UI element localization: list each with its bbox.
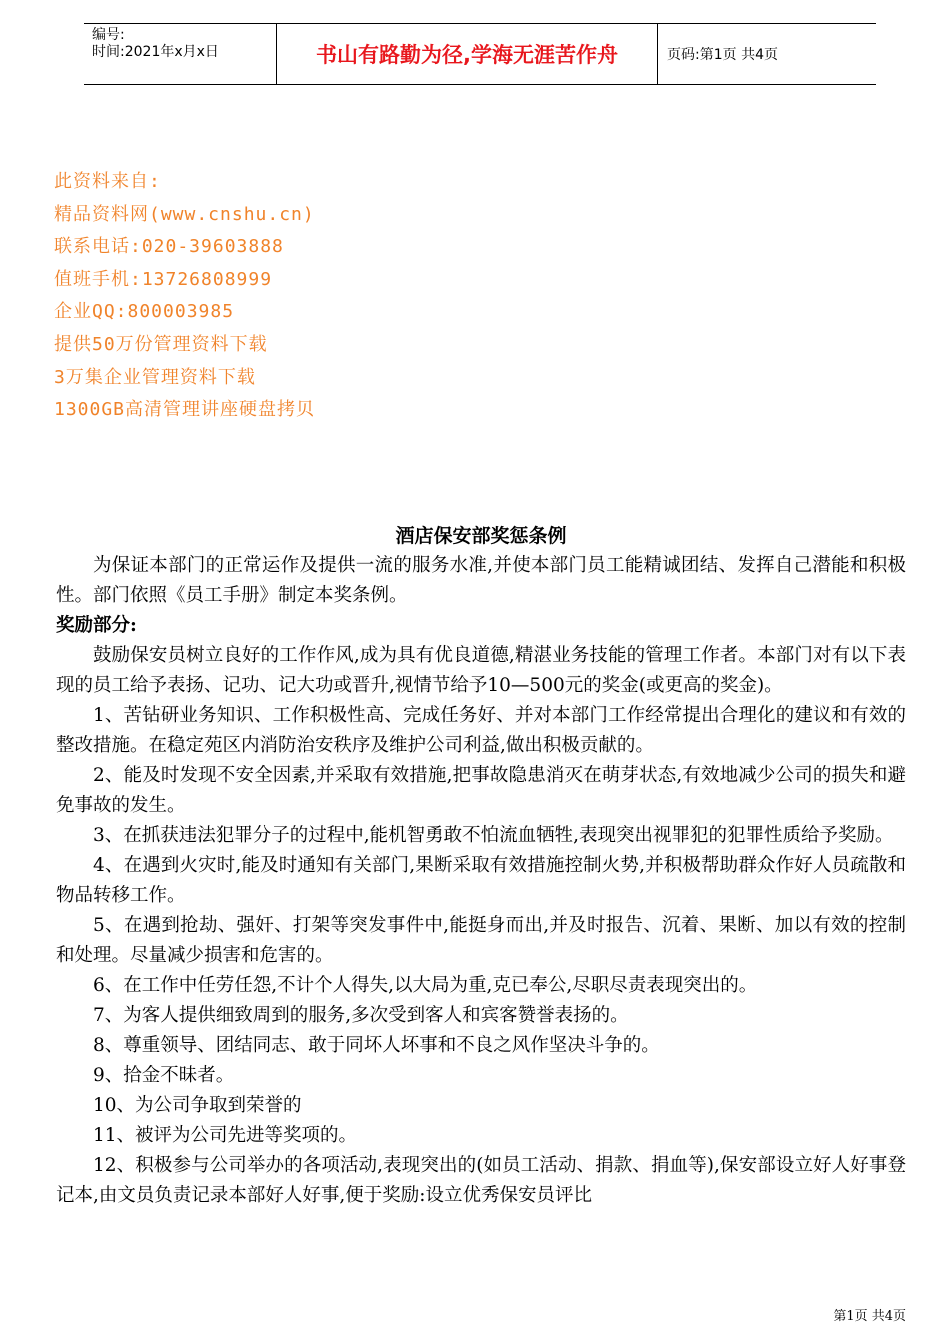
reward-item: 8、尊重领导、团结同志、敢于同坏人坏事和不良之风作坚决斗争的。 (93, 1035, 660, 1056)
reward-item: 5、在遇到抢劫、强奸、打架等突发事件中,能挺身而出,并及时报告、沉着、果断、加以有效的控制和处理。尽量减少损害和危害的。 (56, 915, 906, 966)
header-page-info: 页码:第1页 共4页 (667, 47, 778, 63)
document-body (56, 521, 906, 1211)
reward-item: 2、能及时发现不安全因素,并采取有效措施,把事故隐患消灭在萌芽状态,有效地减少公司的损失和避免事故的发生。 (56, 765, 906, 816)
reward-section-heading: 奖励部分: (56, 615, 137, 636)
document-title: 酒店保安部奖惩条例 (395, 525, 567, 547)
source-line: 企业QQ:800003985 (54, 301, 235, 323)
source-line: 1300GB高清管理讲座硬盘拷贝 (54, 399, 316, 421)
document-number-label: 编号: (92, 27, 125, 43)
source-line: 此资料来自: (54, 171, 161, 192)
document-time: 时间:2021年x月x日 (92, 44, 219, 60)
source-info-block (54, 166, 315, 427)
intro-paragraph: 为保证本部门的正常运作及提供一流的服务水准,并使本部门员工能精诚团结、发挥自己潜能和积极性。部门依照《员工手册》制定本奖条例。 (56, 555, 906, 606)
header-divider (657, 24, 658, 84)
header-motto: 书山有路勤为径,学海无涯苦作舟 (316, 43, 618, 67)
reward-item: 9、拾金不昧者。 (93, 1065, 235, 1086)
footer-page-info: 第1页 共4页 (833, 1309, 906, 1324)
source-line: 联系电话:020-39603888 (54, 236, 284, 258)
reward-item: 10、为公司争取到荣誉的 (93, 1095, 302, 1116)
source-line: 3万集企业管理资料下载 (54, 366, 256, 388)
page-header (84, 23, 876, 85)
reward-item: 12、积极参与公司举办的各项活动,表现突出的(如员工活动、捐款、捐血等),保安部设立好人好事登记本,由文员负责记录本部好人好事,便于奖励:设立优秀保安员评比 (56, 1155, 906, 1206)
source-line: 提供50万份管理资料下载 (54, 333, 268, 355)
header-meta (92, 27, 219, 61)
reward-item: 4、在遇到火灾时,能及时通知有关部门,果断采取有效措施控制火势,并积极帮助群众作好人员疏散和物品转移工作。 (56, 855, 906, 906)
reward-item: 1、苦钻研业务知识、工作积极性高、完成任务好、并对本部门工作经常提出合理化的建议和有效的整改措施。在稳定苑区内消防治安秩序及维护公司利益,做出积极贡献的。 (56, 705, 906, 756)
reward-item: 11、被评为公司先进等奖项的。 (93, 1125, 358, 1146)
reward-item: 6、在工作中任劳任怨,不计个人得失,以大局为重,克已奉公,尽职尽责表现突出的。 (93, 975, 758, 996)
source-line: 精品资料网(www.cnshu.cn) (54, 203, 315, 225)
reward-item: 3、在抓获违法犯罪分子的过程中,能机智勇敢不怕流血牺牲,表现突出视罪犯的犯罪性质给予奖励。 (93, 825, 894, 846)
reward-item: 7、为客人提供细致周到的服务,多次受到客人和宾客赞誉表扬的。 (93, 1005, 629, 1026)
source-line: 值班手机:13726808999 (54, 268, 273, 290)
reward-intro-paragraph: 鼓励保安员树立良好的工作作风,成为具有优良道德,精湛业务技能的管理工作者。本部门对有以下表现的员工给予表扬、记功、记大功或晋升,视情节给予10—500元的奖金(或更高的奖金)。 (56, 645, 906, 696)
